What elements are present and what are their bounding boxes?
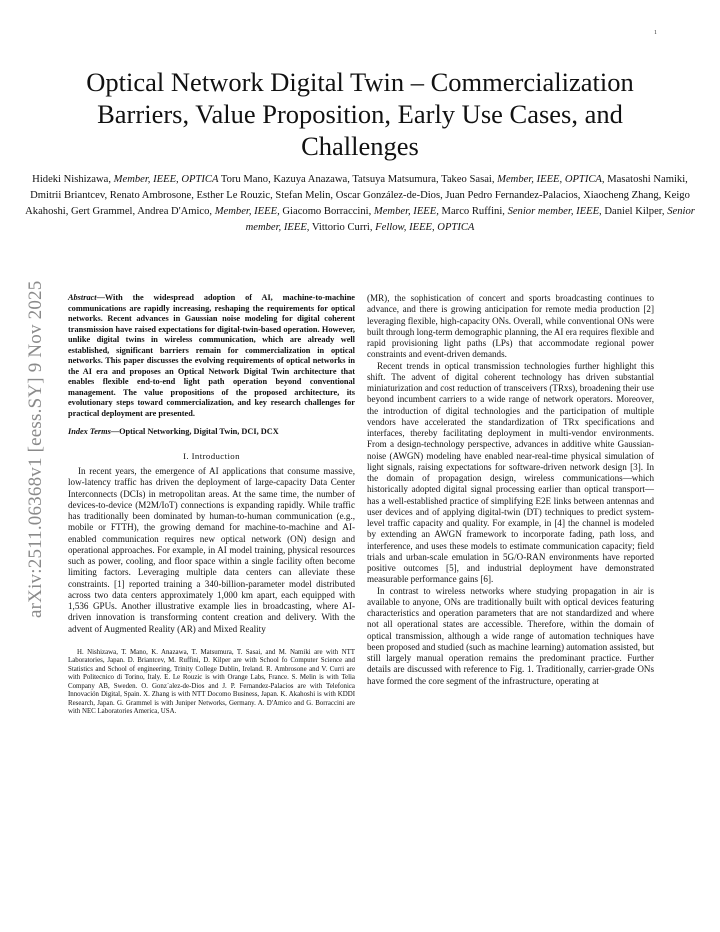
author-affiliation: Fellow, IEEE, OPTICA [375,222,475,233]
body-paragraph: In contrast to wireless networks where studying propagation in air is available to anyone, ONs are traditionally built with optical devices featuring characteristics and operation parameters that are not standardized and where not all operational states are accessible. Therefore, within the domain of optical transmission, although a wide range of automation techniques have been proposed and studied (such as machine learning) automation assisted, but still largely manual operation remains the predominant practice. Further details are discussed with reference to Fig. 1. Traditionally, carrier-grade ONs have formed the core segment of the infrastructure, operating at [367,585,654,686]
author-segment: Marco Ruffini, [438,206,508,217]
author-segment: Vittorio Curri, [309,222,376,233]
author-segment: Giacomo Borraccini, [279,206,374,217]
index-terms [68,427,355,438]
author-affiliation: Senior member, IEEE, [245,206,695,233]
body-paragraph: Recent trends in optical transmission technologies further highlight this shift. The advent of digital coherent technology has driven substantial miniaturization and cost reduction of transceivers (TRxs), broadening their use beyond incumbent carriers to a wide range of network operators. Moreover, the introduction of digital technologies and the participation of multiple vendors have accelerated the standardization of TRx specifications and interfaces, thereby facilitating deployment in multi-vendor environments. From a design-technology perspective, advances in additive white Gaussian-noise (AWGN) modeling have enabled near-real-time physical simulation of light signals, raising expectations for software-driven network design [3]. In the domain of propagation design, wireless communications—which historically adopted digital signal processing earlier than optical transport—has a well-established practice of simplifying E2E links between antennas and user devices and of applying digital-twin (DT) techniques to predict system-level traffic capacity and quality. For example, in [4] the channel is modeled by extending an AWGN framework to incorporate fading, path loss, and interference, and uses these models to estimate communication capacity; field trials and urban-scale emulation in 5G/O-RAN environments have reported positive outcomes [5], and industrial deployment have demonstrated measurable performance gains [6]. [367,360,654,585]
author-affiliation: Member, IEEE, OPTICA [497,174,602,185]
affiliation-footnote: H. Nishizawa, T. Mano, K. Anazawa, T. Matsumura, T. Sasai, and M. Namiki are with NTT Laboratories, Japan. D. Briantcev, M. Ruffini, D. Kilper are with School fo Computer Science and Statistics and School of engineering, Trinity College Dublin, Ireland. R. Ambrosone and V. Curri are with Politecnico di Torino, Italy. E. Le Rouzic is with Orange Labs, France. S. Melin is with Telia Company AB, Sweden. O. Gonz´alez-de-Dios and J. P. Fernandez-Palacios are with Telefonica Innovación Digital, Spain. X. Zhang is with NTT Docomo Business, Japan. K. Akahoshi is with KDDI Research, Japan. G. Grammel is with Juniper Networks, Germany. A. D'Amico and G. Borraccini are with NEC Laboratories America, USA. [68,648,355,716]
arxiv-identifier: arXiv:2511.06368v1 [eess.SY] 9 Nov 2025 [25,280,46,619]
author-segment: , Masatoshi Namiki, Dmitrii Briantcev, Renato Ambrosone, Esther Le Rouzic, Stefan Melin, Oscar González-de-Dios, Juan Pedro Fernandez-Palacios, Xiaocheng Zhang, Keigo Akahoshi, Gert Grammel, Andrea D'Amico, [25,174,690,217]
left-column [68,293,355,717]
section-heading-introduction: I. Introduction [183,451,240,462]
paper-title: Optical Network Digital Twin – Commercialization Barriers, Value Proposition, Early Use Cases, and Challenges [86,67,634,161]
index-terms-heading: Index Terms [68,426,111,436]
index-terms-text: —Optical Networking, Digital Twin, DCI, DCX [110,426,279,436]
author-segment: Hideki Nishizawa, [32,174,114,185]
author-affiliation: Member, IEEE, [214,206,280,217]
author-affiliation: Member, IEEE, OPTICA [113,174,219,185]
author-segment: Toru Mano, Kazuya Anazawa, Tatsuya Matsumura, Takeo Sasai, [218,174,498,185]
author-list [20,172,700,236]
right-column [367,293,654,687]
author-affiliation: Member, IEEE, [373,206,439,217]
abstract [68,293,355,420]
author-affiliation: Senior member, IEEE, [507,206,602,217]
page-number: 1 [654,30,657,36]
abstract-heading: Abstract [68,293,97,302]
body-paragraph: In recent years, the emergence of AI applications that consume massive, low-latency traffic has driven the deployment of large-capacity Data Center Interconnects (DCIs) in metropolitan areas. At the same time, the number of devices-to-device (M2M/IoT) connections is expanding rapidly. While traffic has traditionally been dominated by human-to-human communication (e.g., mobile or FTTH), the growing demand for machine-to-machine and AI-enabled communication requires new optical network (ON) design and operational approaches. For example, in AI model training, physical resources such as power, cooling, and floor space within a single facility often become limiting factors. Leveraging multiple data centers can alleviate these constraints. [1] reported training a 340-billion-parameter model distributed across two data centers approximately 1,000 km apart, each equipped with 1,536 GPUs. Another illustrative example lies in broadcasting, where AI-driven innovation is transforming content creation and delivery. With the advent of Augmented Reality (AR) and Mixed Reality [68,466,355,634]
abstract-text: —With the widespread adoption of AI, machine-to-machine communications are rapidly increasing, reshaping the requirements for optical networks. Recent advances in Gaussian noise modeling for digital coherent transmission have raised expectations for digital-twin-based operation. However, unlike digital twins in wireless communication, which are already well established, significant barriers remain for commercialization in optical networks. This paper discusses the evolving requirements of optical networks in the AI era and proposes an Optical Network Digital Twin architecture that enables flexible end-to-end light path operation beyond conventional management. The value propositions of the proposed architecture, its evolutionary steps toward commercialization, and key research challenges for practical deployment are presented. [68,293,355,419]
author-segment: Daniel Kilper, [601,206,668,217]
body-paragraph: (MR), the sophistication of concert and sports broadcasting continues to advance, and there is growing anticipation for remote media production [2] leveraging flexible, high-capacity ONs. Overall, while conventional ONs were built through long-term demographic planning, the AI era requires flexible and rapid provisioning light paths (LPs) that accommodate regional power constraints and event-driven demands. [367,293,654,360]
